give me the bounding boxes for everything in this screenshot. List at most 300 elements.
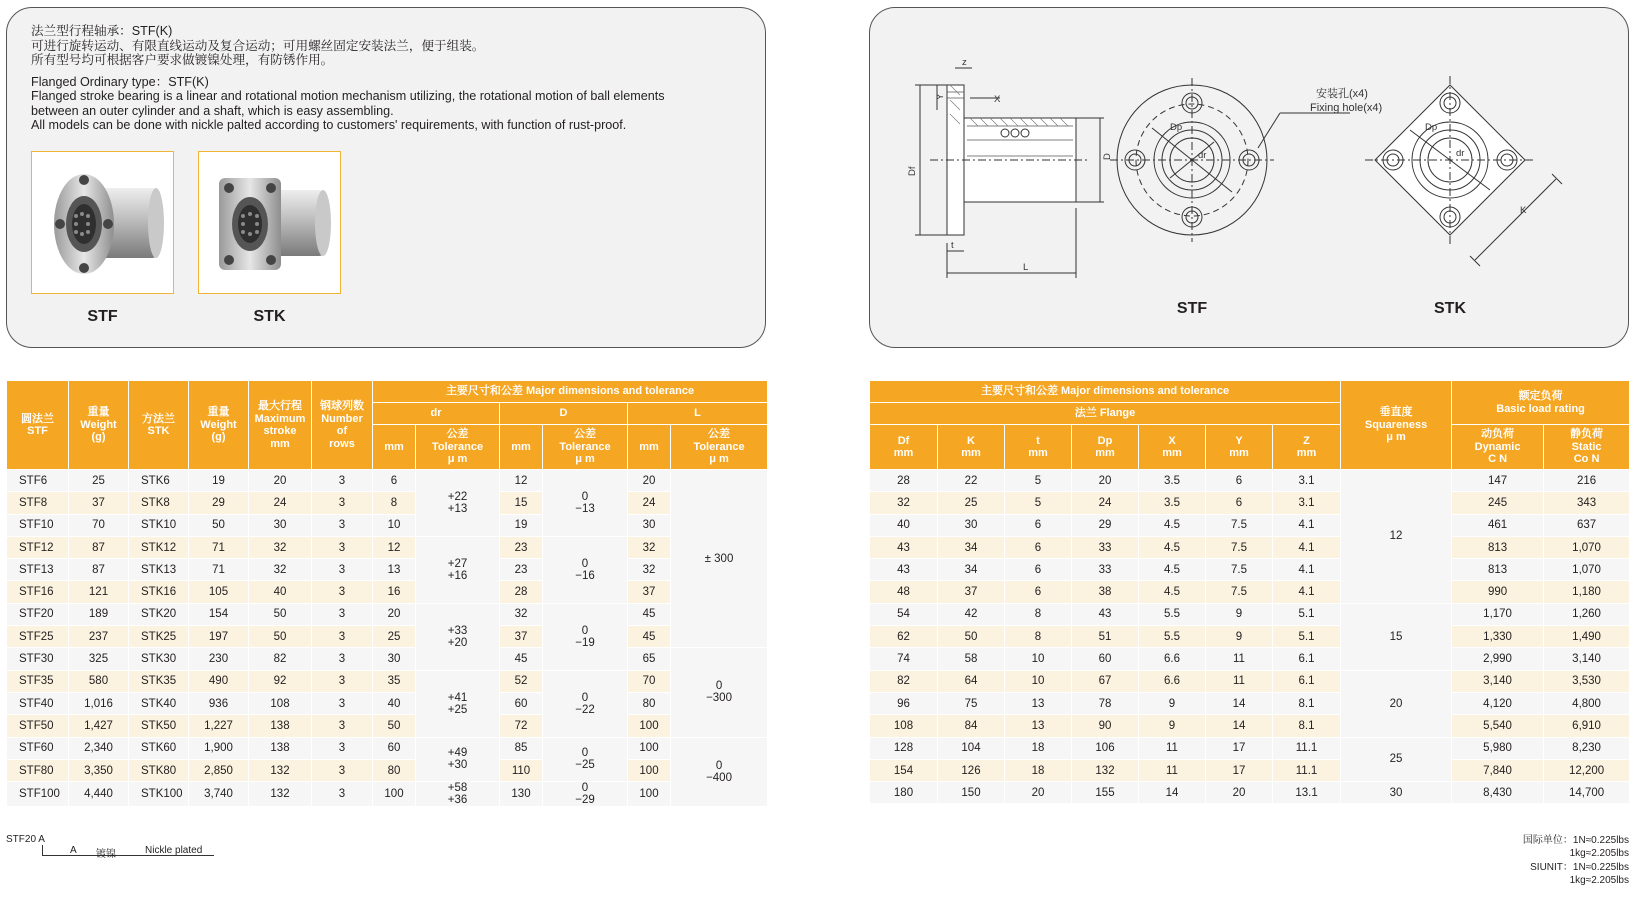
cell-l-mm: 30 [628, 514, 671, 536]
table-row [7, 603, 768, 625]
cell-k: 84 [938, 715, 1005, 737]
cell-df: 128 [870, 737, 938, 759]
cell-weight: 121 [69, 581, 129, 603]
dim-df-label: Df [907, 166, 918, 176]
header-stk: 方法兰 STK [129, 381, 189, 470]
cell-stroke: 82 [249, 648, 312, 670]
table-row [7, 648, 768, 670]
cell-dr-mm: 35 [373, 670, 416, 692]
dim-l-label: L [1023, 262, 1029, 273]
cell-dynamic: 7,840 [1452, 759, 1544, 781]
unit-note-2-b: 1kg≈2.205lbs [1569, 875, 1629, 886]
note-cn: 镀镍 [96, 849, 116, 860]
cell-t: 18 [1005, 759, 1072, 781]
dim-k-label: K [1520, 205, 1527, 216]
cell-static: 6,910 [1544, 715, 1630, 737]
cell-t: 20 [1005, 782, 1072, 804]
cell-weight: 1,427 [69, 715, 129, 737]
cell-weight: 87 [69, 559, 129, 581]
cell-dp: 106 [1072, 737, 1139, 759]
cell-static: 3,530 [1544, 670, 1630, 692]
cell-d-mm: 85 [500, 737, 543, 759]
cell-rows: 3 [312, 692, 373, 714]
stf-drawing-label: STF [1176, 300, 1208, 317]
cell-d-mm: 19 [500, 514, 543, 536]
cell-static: 1,070 [1544, 536, 1630, 558]
cell-z: 6.1 [1273, 648, 1341, 670]
cell-stroke: 132 [249, 782, 312, 807]
cell-d-tolerance: 0 −13 [543, 470, 628, 537]
cell-dp: 33 [1072, 559, 1139, 581]
header-flange: 法兰 Flange [870, 403, 1341, 425]
cell-dp: 29 [1072, 514, 1139, 536]
cell-df: 32 [870, 492, 938, 514]
cell-l-mm: 70 [628, 670, 671, 692]
header-mm: mm [500, 425, 543, 470]
cell-stroke: 32 [249, 559, 312, 581]
cell-dp: 51 [1072, 626, 1139, 648]
cell-y: 17 [1206, 759, 1273, 781]
intro-en-line: between an outer cylinder and a shaft, which is easy assembling. [31, 103, 394, 118]
cell-weight: 154 [189, 603, 249, 625]
cell-x: 5.5 [1139, 603, 1206, 625]
cell-y: 14 [1206, 692, 1273, 714]
cell-rows: 3 [312, 603, 373, 625]
model-code-note: STF20 A [6, 834, 45, 845]
cell-z: 5.1 [1273, 603, 1341, 625]
cell-stk-model: STK8 [129, 492, 189, 514]
header-dp: Dp mm [1072, 425, 1139, 470]
cell-dynamic: 147 [1452, 470, 1544, 492]
unit-note-1 [1518, 834, 1629, 860]
cell-stf-model: STF35 [7, 670, 69, 692]
cell-stroke: 138 [249, 737, 312, 759]
cell-dynamic: 990 [1452, 581, 1544, 603]
cell-y: 17 [1206, 737, 1273, 759]
table-row [870, 737, 1630, 759]
table-row [7, 670, 768, 692]
cell-x: 6.6 [1139, 648, 1206, 670]
table-row [7, 581, 768, 603]
cell-dynamic: 1,170 [1452, 603, 1544, 625]
table-row [870, 670, 1630, 692]
header-k: K mm [938, 425, 1005, 470]
dim-t-label: t [951, 240, 954, 251]
cell-stroke: 132 [249, 759, 312, 781]
cell-dynamic: 245 [1452, 492, 1544, 514]
table-row [870, 581, 1630, 603]
cell-static: 216 [1544, 470, 1630, 492]
cell-x: 4.5 [1139, 559, 1206, 581]
cell-z: 4.1 [1273, 559, 1341, 581]
cell-stk-model: STK100 [129, 782, 189, 807]
stk-drawing-label: STK [1434, 300, 1466, 317]
cell-z: 4.1 [1273, 514, 1341, 536]
cell-dp: 33 [1072, 536, 1139, 558]
cell-d-mm: 110 [500, 759, 543, 781]
cell-weight: 19 [189, 470, 249, 492]
cell-rows: 3 [312, 737, 373, 759]
cell-dp: 20 [1072, 470, 1139, 492]
cell-dr-tolerance: +58 +36 [416, 782, 500, 807]
table-row [870, 514, 1630, 536]
fixing-hole-cn-label: 安装孔(x4) [1316, 88, 1368, 100]
cell-rows: 3 [312, 759, 373, 781]
intro-en-line: Flanged stroke bearing is a linear and rotational motion mechanism utilizing, the rotational motion of ball elements [31, 89, 665, 103]
cell-d-mm: 12 [500, 470, 543, 492]
stf-product-photo [31, 151, 174, 294]
cell-d-tolerance: 0 −19 [543, 603, 628, 670]
unit-note-1-a: 1N≈0.225lbs [1572, 835, 1629, 846]
table-row [870, 715, 1630, 737]
cell-x: 4.5 [1139, 581, 1206, 603]
dim-dr2-label: dr [1456, 148, 1465, 159]
cell-static: 1,070 [1544, 559, 1630, 581]
cell-stroke: 40 [249, 581, 312, 603]
stk-label: STK [253, 308, 286, 325]
cell-y: 14 [1206, 715, 1273, 737]
cell-weight: 197 [189, 626, 249, 648]
cell-z: 5.1 [1273, 626, 1341, 648]
cell-x: 3.5 [1139, 470, 1206, 492]
cell-dynamic: 461 [1452, 514, 1544, 536]
cell-dr-tolerance: +49 +30 [416, 737, 500, 782]
cell-stroke: 138 [249, 715, 312, 737]
cell-dynamic: 1,330 [1452, 626, 1544, 648]
header-weight: 重量 Weight (g) [189, 381, 249, 470]
cell-df: 96 [870, 692, 938, 714]
cell-d-mm: 60 [500, 692, 543, 714]
table-row [870, 782, 1630, 804]
header-tolerance: 公差 Tolerance μ m [671, 425, 768, 470]
cell-dr-mm: 40 [373, 692, 416, 714]
table-row [870, 492, 1630, 514]
cell-l-mm: 80 [628, 692, 671, 714]
cell-k: 37 [938, 581, 1005, 603]
header-weight: 重量 Weight (g) [69, 381, 129, 470]
table-row [7, 514, 768, 536]
cell-l-mm: 20 [628, 470, 671, 492]
cell-df: 40 [870, 514, 938, 536]
cell-squareness: 12 [1341, 470, 1452, 604]
cell-t: 8 [1005, 603, 1072, 625]
cell-weight: 71 [189, 536, 249, 558]
cell-x: 3.5 [1139, 492, 1206, 514]
cell-stf-model: STF40 [7, 692, 69, 714]
unit-note-1-b: 1kg≈2.205lbs [1569, 848, 1629, 859]
table-row [7, 559, 768, 581]
dim-y-label: Y [935, 93, 946, 100]
cell-d-mm: 130 [500, 782, 543, 807]
cell-stf-model: STF10 [7, 514, 69, 536]
cell-stf-model: STF12 [7, 536, 69, 558]
cell-dr-tolerance: +27 +16 [416, 536, 500, 603]
cell-squareness: 25 [1341, 737, 1452, 782]
cell-weight: 29 [189, 492, 249, 514]
cell-stk-model: STK10 [129, 514, 189, 536]
cell-y: 11 [1206, 670, 1273, 692]
cell-squareness: 20 [1341, 670, 1452, 737]
unit-note-2-label: SIUNIT： [1530, 862, 1573, 873]
cell-stf-model: STF25 [7, 626, 69, 648]
drawing-panel [869, 7, 1629, 348]
cell-y: 6 [1206, 470, 1273, 492]
cell-stk-model: STK30 [129, 648, 189, 670]
table-row [7, 782, 768, 807]
cell-z: 11.1 [1273, 759, 1341, 781]
cell-k: 126 [938, 759, 1005, 781]
cell-df: 62 [870, 626, 938, 648]
cell-dr-mm: 60 [373, 737, 416, 759]
header-major-dimensions: 主要尺寸和公差 Major dimensions and tolerance [870, 381, 1341, 403]
cell-dynamic: 5,980 [1452, 737, 1544, 759]
header-mm: mm [628, 425, 671, 470]
dim-z-label: z [962, 57, 967, 68]
header-row [870, 381, 1630, 403]
cell-l-mm: 100 [628, 715, 671, 737]
header-z: Z mm [1273, 425, 1341, 470]
cell-df: 28 [870, 470, 938, 492]
cell-stk-model: STK6 [129, 470, 189, 492]
dim-x-label: X [994, 94, 1001, 105]
cell-x: 4.5 [1139, 536, 1206, 558]
cell-rows: 3 [312, 715, 373, 737]
cell-y: 20 [1206, 782, 1273, 804]
intro-panel [6, 7, 766, 348]
header-df: Df mm [870, 425, 938, 470]
intro-en-title: Flanged Ordinary type：STF(K) [31, 74, 209, 89]
header-tolerance: 公差 Tolerance μ m [543, 425, 628, 470]
cell-dr-mm: 12 [373, 536, 416, 558]
cell-dr-mm: 25 [373, 626, 416, 648]
cell-x: 9 [1139, 692, 1206, 714]
cell-stk-model: STK16 [129, 581, 189, 603]
cell-stk-model: STK50 [129, 715, 189, 737]
note-en: Nickle plated [145, 845, 203, 856]
cell-dr-tolerance: +33 +20 [416, 603, 500, 670]
cell-d-mm: 45 [500, 648, 543, 670]
header-t: t mm [1005, 425, 1072, 470]
cell-t: 13 [1005, 692, 1072, 714]
cell-d-mm: 15 [500, 492, 543, 514]
cell-stf-model: STF6 [7, 470, 69, 492]
header-major-dimensions: 主要尺寸和公差 Major dimensions and tolerance [373, 381, 768, 403]
cell-weight: 1,016 [69, 692, 129, 714]
header-squareness: 垂直度 Squareness μ m [1341, 381, 1452, 470]
header-l: L [628, 403, 768, 425]
header-dr: dr [373, 403, 500, 425]
cell-dr-mm: 50 [373, 715, 416, 737]
cell-stroke: 24 [249, 492, 312, 514]
header-basic-load: 额定负荷 Basic load rating [1452, 381, 1630, 425]
cell-l-mm: 100 [628, 782, 671, 807]
cell-rows: 3 [312, 514, 373, 536]
table-row [7, 692, 768, 714]
cell-weight: 3,740 [189, 782, 249, 807]
unit-note-2 [1518, 861, 1629, 887]
header-max-stroke: 最大行程 Maximum stroke mm [249, 381, 312, 470]
cell-df: 43 [870, 559, 938, 581]
cell-weight: 1,900 [189, 737, 249, 759]
cell-y: 7.5 [1206, 536, 1273, 558]
table-row [870, 603, 1630, 625]
table-row [7, 536, 768, 558]
dim-dp-label: Dp [1170, 122, 1183, 133]
cell-df: 74 [870, 648, 938, 670]
cell-l-mm: 100 [628, 737, 671, 759]
note-a: A [70, 845, 77, 856]
cell-static: 14,700 [1544, 782, 1630, 804]
cell-dynamic: 4,120 [1452, 692, 1544, 714]
cell-k: 42 [938, 603, 1005, 625]
header-ball-rows: 钢球列数 Number of rows [312, 381, 373, 470]
cell-k: 25 [938, 492, 1005, 514]
cell-l-tolerance: 0 −400 [671, 737, 768, 807]
cell-dp: 38 [1072, 581, 1139, 603]
cell-z: 8.1 [1273, 692, 1341, 714]
cell-l-mm: 100 [628, 759, 671, 781]
cell-dr-mm: 20 [373, 603, 416, 625]
cell-dp: 78 [1072, 692, 1139, 714]
cell-dr-mm: 10 [373, 514, 416, 536]
cell-weight: 325 [69, 648, 129, 670]
cell-dynamic: 3,140 [1452, 670, 1544, 692]
cell-weight: 87 [69, 536, 129, 558]
cell-rows: 3 [312, 492, 373, 514]
cell-df: 180 [870, 782, 938, 804]
cell-stf-model: STF30 [7, 648, 69, 670]
cell-rows: 3 [312, 559, 373, 581]
dim-d-label: D [1102, 153, 1113, 160]
cell-dr-mm: 16 [373, 581, 416, 603]
cell-stk-model: STK20 [129, 603, 189, 625]
cell-stroke: 30 [249, 514, 312, 536]
cell-l-mm: 24 [628, 492, 671, 514]
cell-y: 7.5 [1206, 559, 1273, 581]
cell-dr-mm: 13 [373, 559, 416, 581]
cell-stk-model: STK40 [129, 692, 189, 714]
cell-stroke: 20 [249, 470, 312, 492]
cell-dp: 90 [1072, 715, 1139, 737]
cell-weight: 50 [189, 514, 249, 536]
cell-squareness: 15 [1341, 603, 1452, 670]
cell-y: 9 [1206, 603, 1273, 625]
cell-weight: 71 [189, 559, 249, 581]
cell-static: 637 [1544, 514, 1630, 536]
table-row [7, 470, 768, 492]
cell-weight: 230 [189, 648, 249, 670]
table-row [870, 559, 1630, 581]
cell-l-tolerance: ± 300 [671, 470, 768, 648]
cell-x: 14 [1139, 782, 1206, 804]
cell-weight: 580 [69, 670, 129, 692]
cell-df: 54 [870, 603, 938, 625]
cell-k: 104 [938, 737, 1005, 759]
cell-weight: 1,227 [189, 715, 249, 737]
dimensions-table-right [869, 380, 1630, 804]
cell-stf-model: STF13 [7, 559, 69, 581]
cell-static: 1,180 [1544, 581, 1630, 603]
table-row [7, 715, 768, 737]
cell-k: 30 [938, 514, 1005, 536]
cell-y: 7.5 [1206, 581, 1273, 603]
cell-dynamic: 8,430 [1452, 782, 1544, 804]
cell-stf-model: STF50 [7, 715, 69, 737]
cell-dp: 24 [1072, 492, 1139, 514]
cell-dp: 60 [1072, 648, 1139, 670]
cell-d-mm: 32 [500, 603, 543, 625]
cell-df: 154 [870, 759, 938, 781]
technical-drawing [870, 8, 1630, 349]
cell-y: 9 [1206, 626, 1273, 648]
cell-weight: 490 [189, 670, 249, 692]
cell-dp: 132 [1072, 759, 1139, 781]
cell-z: 3.1 [1273, 492, 1341, 514]
fixing-hole-en-label: Fixing hole(x4) [1310, 102, 1383, 114]
cell-z: 6.1 [1273, 670, 1341, 692]
cell-k: 75 [938, 692, 1005, 714]
cell-k: 50 [938, 626, 1005, 648]
cell-dp: 155 [1072, 782, 1139, 804]
cell-d-mm: 23 [500, 536, 543, 558]
stk-product-photo [198, 151, 341, 294]
cell-t: 6 [1005, 581, 1072, 603]
cell-stf-model: STF20 [7, 603, 69, 625]
cell-static: 1,260 [1544, 603, 1630, 625]
cell-stk-model: STK35 [129, 670, 189, 692]
cell-y: 11 [1206, 648, 1273, 670]
cell-k: 34 [938, 559, 1005, 581]
table-row [870, 536, 1630, 558]
cell-dr-mm: 8 [373, 492, 416, 514]
cell-k: 34 [938, 536, 1005, 558]
cell-rows: 3 [312, 581, 373, 603]
cell-df: 108 [870, 715, 938, 737]
intro-text [31, 24, 751, 133]
cell-t: 6 [1005, 514, 1072, 536]
cell-z: 3.1 [1273, 470, 1341, 492]
cell-dr-tolerance: +41 +25 [416, 670, 500, 737]
cell-x: 11 [1139, 759, 1206, 781]
cell-dynamic: 2,990 [1452, 648, 1544, 670]
cell-d-mm: 23 [500, 559, 543, 581]
header-x: X mm [1139, 425, 1206, 470]
cell-l-mm: 45 [628, 626, 671, 648]
stf-label: STF [87, 308, 118, 325]
cell-y: 7.5 [1206, 514, 1273, 536]
cell-d-tolerance: 0 −29 [543, 782, 628, 807]
table-row [870, 626, 1630, 648]
cell-z: 11.1 [1273, 737, 1341, 759]
cell-weight: 936 [189, 692, 249, 714]
intro-cn-line: 所有型号均可根据客户要求做镀镍处理，有防锈作用。 [31, 53, 334, 67]
cell-l-mm: 45 [628, 603, 671, 625]
unit-note-2-a: 1N≈0.225lbs [1572, 862, 1629, 873]
table-row [7, 737, 768, 759]
cell-weight: 37 [69, 492, 129, 514]
cell-dynamic: 5,540 [1452, 715, 1544, 737]
cell-stk-model: STK60 [129, 737, 189, 759]
cell-z: 8.1 [1273, 715, 1341, 737]
cell-stf-model: STF8 [7, 492, 69, 514]
header-tolerance: 公差 Tolerance μ m [416, 425, 500, 470]
cell-dr-mm: 30 [373, 648, 416, 670]
cell-weight: 25 [69, 470, 129, 492]
cell-stk-model: STK13 [129, 559, 189, 581]
cell-stk-model: STK12 [129, 536, 189, 558]
cell-z: 4.1 [1273, 581, 1341, 603]
cell-dr-tolerance: +22 +13 [416, 470, 500, 537]
